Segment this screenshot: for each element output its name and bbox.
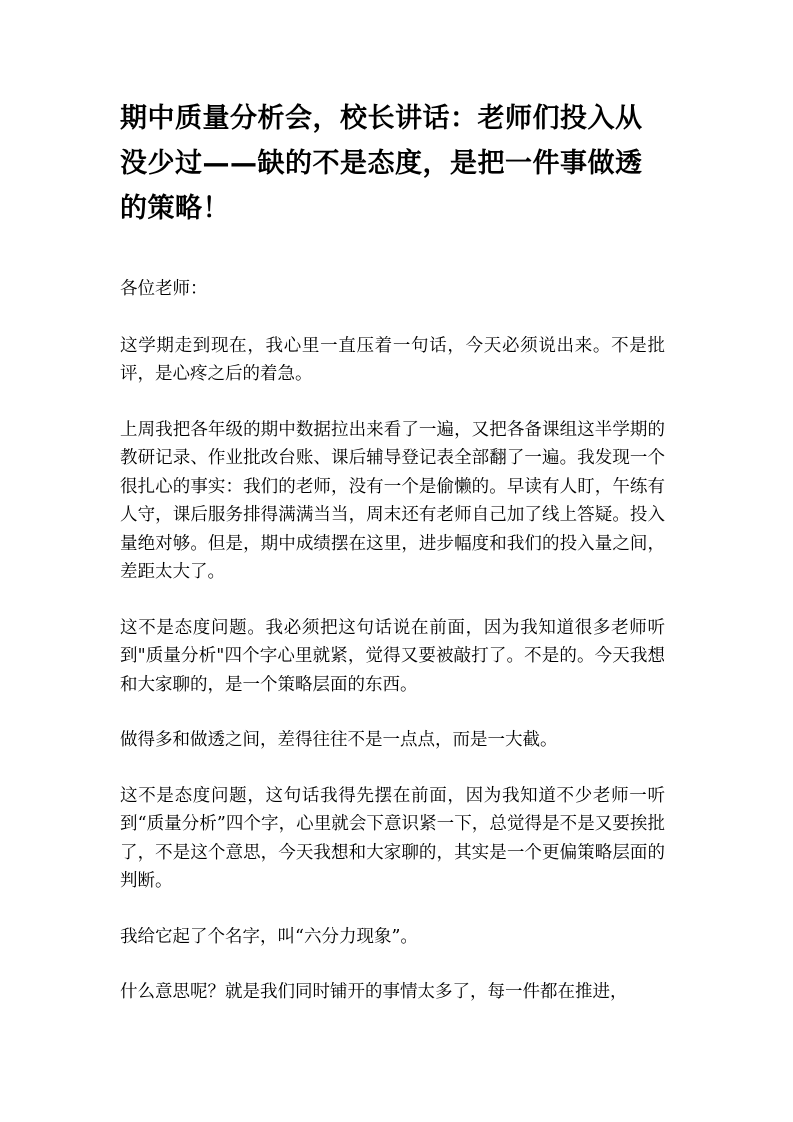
paragraph: 做得多和做透之间，差得往往不是一点点，而是一大截。 (120, 730, 558, 750)
paragraph: 什么意思呢？就是我们同时铺开的事情太多了，每一件都在推进， (120, 982, 628, 1002)
document-title: 期中质量分析会，校长讲话：老师们投入从没少过——缺的不是态度，是把一件事做透的策略！ (120, 103, 643, 224)
paragraph: 上周我把各年级的期中数据拉出来看了一遍，又把各备课组这半学期的教研记录、作业批改台账、课后辅导登记表全部翻了一遍。我发现一个很扎心的事实：我们的老师，没有一个是偷懒的。早读有人盯，午练有人守，课后服务排得满满当当，周末还有老师自己加了线上答疑。投入量绝对够。但是，期中成绩摆在这里，进步幅度和我们的投入量之间，差距太大了。 (120, 419, 665, 582)
salutation: 各位老师： (120, 279, 208, 299)
document-page (120, 96, 665, 1034)
paragraph: 这不是态度问题。我必须把这句话说在前面，因为我知道很多老师听到"质量分析"四个字心里就紧，觉得又要被敲打了。不是的。今天我想和大家聊的，是一个策略层面的东西。 (120, 617, 665, 695)
paragraph: 这不是态度问题，这句话我得先摆在前面，因为我知道不少老师一听到“质量分析”四个字，心里就会下意识紧一下，总觉得是不是又要挨批了，不是这个意思，今天我想和大家聊的，其实是一个更偏策略层面的判断。 (120, 785, 665, 891)
paragraph: 我给它起了个名字，叫“六分力现象”。 (120, 926, 418, 947)
paragraph: 这学期走到现在，我心里一直压着一句话，今天必须说出来。不是批评，是心疼之后的着急。 (120, 335, 665, 384)
